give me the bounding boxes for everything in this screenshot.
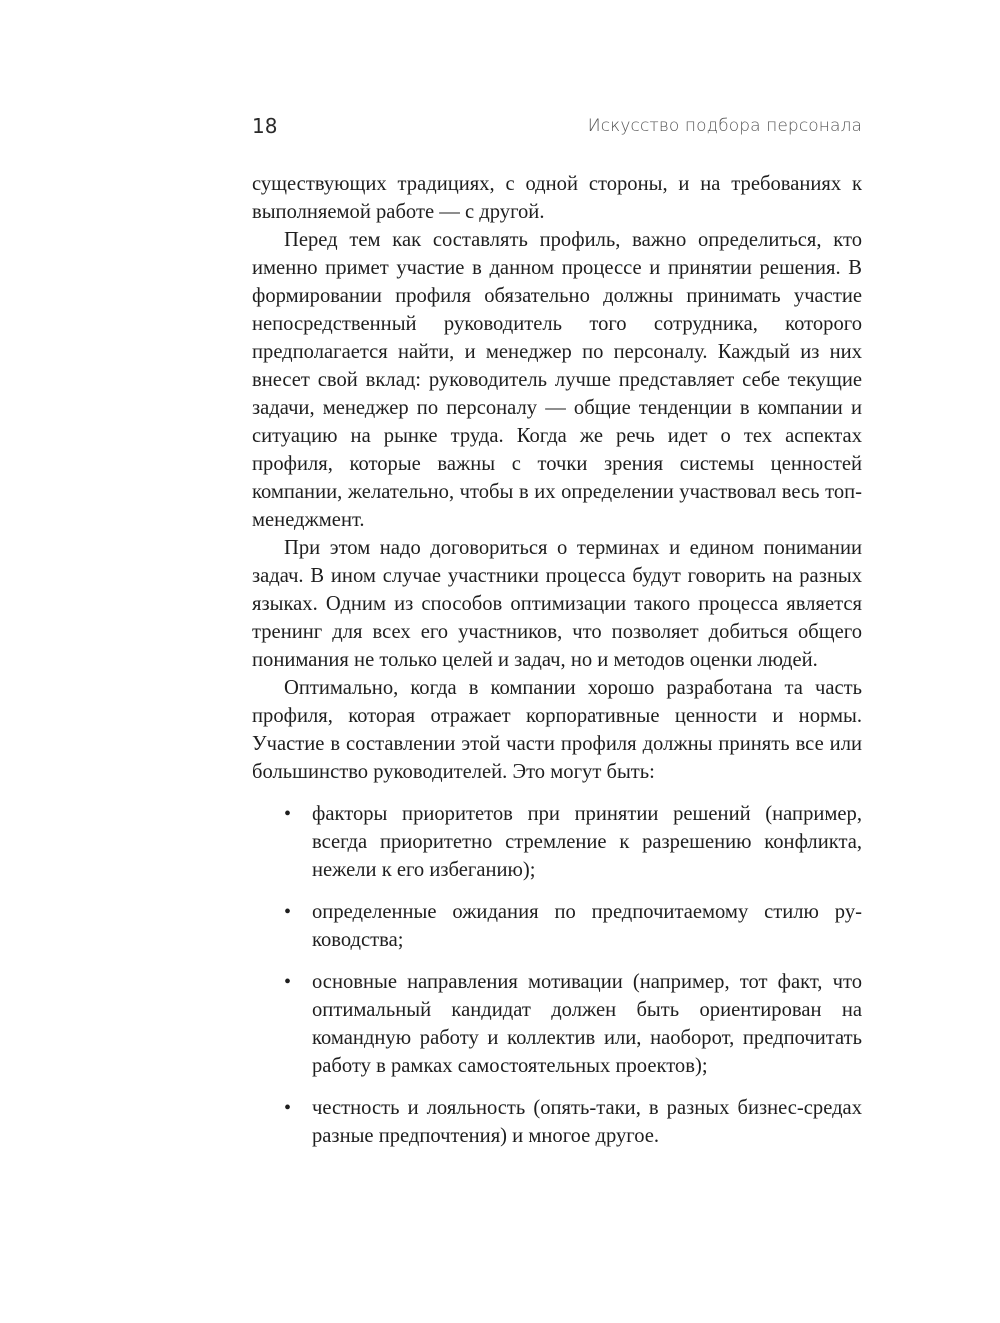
list-item-text: основные направления мотивации (например, тот факт, что оптимальный кандидат должен быть ориентирован на командную работу и коллектив или, наоборот, предпочитать работу в рамках самостоятельных проектов); (312, 971, 862, 1077)
body-text (252, 170, 862, 1164)
page-number: 18 (252, 114, 278, 138)
paragraph-continued: существующих традициях, с одной стороны, и на требованиях к выполняемой работе — с другой. (252, 173, 862, 223)
list-item (252, 1094, 862, 1150)
list-item (252, 800, 862, 884)
bullet-icon: • (284, 803, 292, 825)
running-title: Искусство подбора персонала (587, 116, 862, 136)
page-header (252, 108, 862, 144)
list-item-text: честность и лояльность (опять-таки, в разных бизнес-средах разные предпочтения) и многое другое. (312, 1097, 862, 1147)
list-item (252, 898, 862, 954)
paragraph: Оптимально, когда в компании хорошо разработана та часть профиля, которая отражает корпоративные ценности и нормы. Участие в составлении этой части профиля должны принять все или большинство руководителей. Это могут быть: (252, 677, 862, 783)
list-item-text: определенные ожидания по предпочитаемому стилю руководства; (312, 901, 862, 951)
list-item-text: факторы приоритетов при принятии решений (например, всегда приоритетно стремление к разрешению конфликта, нежели к его избеганию); (312, 803, 862, 881)
bullet-icon: • (284, 901, 292, 923)
paragraph: При этом надо договориться о терминах и едином понимании задач. В ином случае участники процесса будут говорить на разных языках. Одним из способов оптимизации такого процесса является тренинг для всех его участников, что позволяет добиться общего понимания не только целей и задач, но и методов оценки людей. (252, 537, 862, 671)
bullet-icon: • (284, 971, 292, 993)
bullet-list (252, 800, 862, 1150)
paragraph: Перед тем как составлять профиль, важно определиться, кто именно примет участие в данном процессе и принятии решения. В формировании профиля обязательно должны принимать участие непосредственный руководитель того сотрудника, которого предполагается найти, и менеджер по персоналу. Каждый из них внесет свой вклад: руководитель лучше представляет себе текущие задачи, менеджер по персоналу — общие тенденции в компании и ситуацию на рынке труда. Когда же речь идет о тех аспектах профиля, которые важны с точки зрения системы ценностей компании, желательно, чтобы в их определении участвовал весь топ-менеджмент. (252, 229, 862, 531)
bullet-icon: • (284, 1097, 292, 1119)
list-item (252, 968, 862, 1080)
